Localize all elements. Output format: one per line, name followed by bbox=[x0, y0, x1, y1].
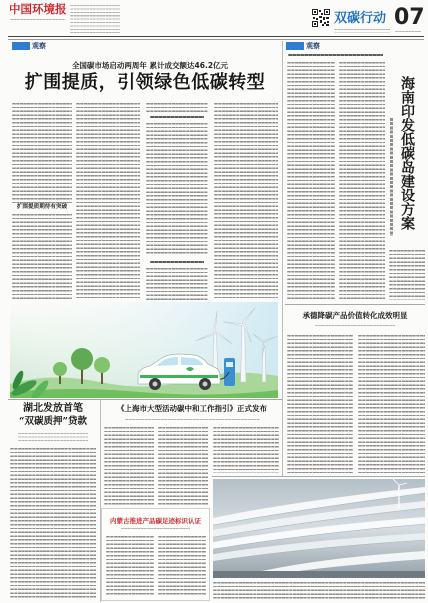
newspaper-logo: 中国环境报 bbox=[9, 2, 67, 16]
hubei-article-headline-line1: 湖北发放首笔 bbox=[23, 403, 83, 414]
article-divider bbox=[8, 399, 282, 400]
main-article-kicker: 全国碳市场启动两周年 累计成交额达46.2亿元 bbox=[71, 61, 229, 70]
article-divider bbox=[212, 476, 425, 477]
byline-text bbox=[288, 54, 383, 58]
chengde-article-headline: 承德降碳产品价值转化成效明显 bbox=[302, 311, 408, 320]
car-wheel bbox=[149, 378, 161, 390]
illustration-svg bbox=[10, 302, 278, 398]
photo-svg bbox=[213, 479, 425, 578]
tag-marker bbox=[12, 42, 30, 50]
shanghai-article-headline: 《上海市大型活动碳中和工作指引》正式发布 bbox=[117, 404, 267, 413]
hubei-subhead-text bbox=[18, 433, 88, 441]
body-text-block bbox=[12, 103, 72, 203]
article-divider bbox=[285, 304, 425, 305]
main-article-headline: 扩围提质，引领绿色低碳转型 bbox=[24, 72, 266, 93]
body-text-block bbox=[146, 268, 208, 300]
shanghai-subhead-text bbox=[125, 419, 260, 422]
body-text-block bbox=[358, 335, 425, 475]
neimenggu-article-headline: 内蒙古推进产品碳足迹标识认证 bbox=[110, 517, 201, 525]
body-text-block bbox=[213, 427, 279, 473]
tag-marker bbox=[286, 42, 304, 50]
hainan-article-tag bbox=[286, 42, 320, 50]
body-text-block bbox=[12, 214, 72, 300]
body-text-block bbox=[339, 62, 385, 300]
subhead-text bbox=[150, 116, 204, 119]
subhead-text bbox=[150, 261, 204, 264]
logo-subline bbox=[10, 19, 65, 22]
car-wheel bbox=[199, 378, 211, 390]
masthead-rule bbox=[8, 36, 424, 37]
ground bbox=[213, 571, 425, 578]
neimenggu-subhead-text bbox=[121, 528, 190, 531]
masthead-info-text bbox=[70, 5, 120, 33]
main-article-subhead: 扩围提质期待有突破 bbox=[16, 204, 68, 210]
page-editor-text bbox=[395, 31, 421, 34]
body-text-block bbox=[158, 427, 208, 505]
body-text-block bbox=[76, 103, 140, 300]
body-text-block bbox=[389, 250, 425, 300]
hainan-article-headline: 海南印发低碳岛建设方案 bbox=[399, 76, 415, 230]
body-text-block bbox=[287, 62, 335, 300]
body-text-block bbox=[146, 103, 208, 113]
body-text-block bbox=[104, 427, 154, 505]
hubei-article-headline-line2: “双碳质押”贷款 bbox=[19, 416, 87, 427]
qr-code-icon bbox=[312, 9, 330, 27]
main-article-tag bbox=[12, 42, 46, 50]
tag-label: 观察 bbox=[32, 41, 46, 50]
body-text-block bbox=[287, 335, 353, 475]
body-text-block bbox=[106, 536, 154, 597]
green-car-illustration bbox=[10, 302, 278, 398]
body-text-block bbox=[10, 448, 96, 600]
wind-turbine-blades-photo bbox=[213, 479, 425, 578]
neimenggu-article-box bbox=[101, 508, 210, 601]
body-text-block bbox=[214, 103, 278, 300]
hainan-subhead-text bbox=[390, 118, 393, 236]
column-divider bbox=[282, 41, 283, 476]
masthead-rule-thin bbox=[8, 39, 424, 40]
body-text-block bbox=[158, 536, 206, 597]
tag-label: 观察 bbox=[306, 41, 320, 50]
chengde-subhead-text bbox=[315, 325, 395, 328]
page-number: 07 bbox=[394, 5, 425, 30]
section-date-text bbox=[334, 29, 390, 33]
body-text-block bbox=[146, 123, 208, 256]
section-title: 双碳行动 bbox=[334, 11, 387, 26]
photo-caption-text bbox=[213, 582, 425, 601]
